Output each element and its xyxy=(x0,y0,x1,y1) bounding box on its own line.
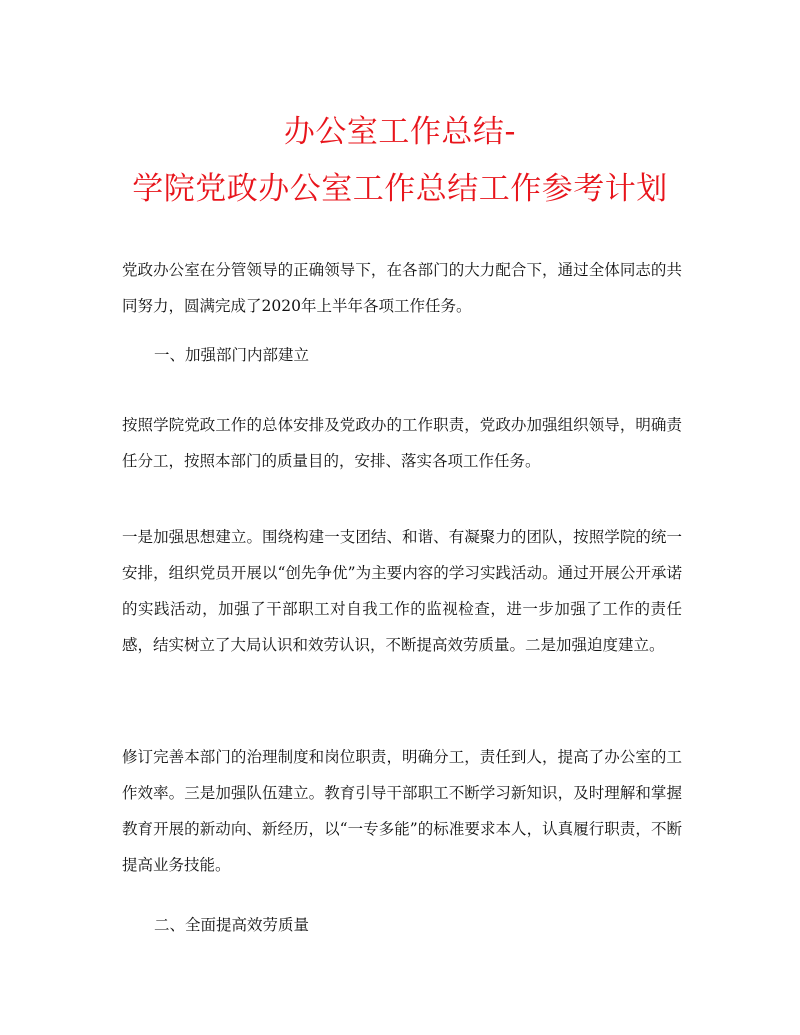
intro-paragraph: 党政办公室在分管领导的正确领导下，在各部门的大力配合下，通过全体同志的共同努力，圆满完成了2020年上半年各项工作任务。 xyxy=(122,261,682,315)
section-heading-1: 一、加强部门内部建立 xyxy=(154,346,310,364)
document-title-line-2: 学院党政办公室工作总结工作参考计划 xyxy=(132,171,668,207)
section-heading-2: 二、全面提高效劳质量 xyxy=(154,916,310,934)
body-paragraph-4: 修订完善本部门的治理制度和岗位职责，明确分工，责任到人，提高了办公室的工作效率。三是加强队伍建立。教育引导干部职工不断学习新知识，及时理解和掌握教育开展的新动向、新经历，以“一专多能”的标准要求本人，认真履行职责，不断提高业务技能。 xyxy=(122,748,682,874)
body-paragraph-2: 按照学院党政工作的总体安排及党政办的工作职责，党政办加强组织领导，明确责任分工，按照本部门的质量目的，安排、落实各项工作任务。 xyxy=(122,416,682,470)
document-title-line-1: 办公室工作总结- xyxy=(283,114,517,150)
body-paragraph-3: 一是加强思想建立。围绕构建一支团结、和谐、有凝聚力的团队，按照学院的统一安排，组织党员开展以“创先争优”为主要内容的学习实践活动。通过开展公开承诺的实践活动，加强了干部职工对自我工作的监视检查，进一步加强了工作的责任感，结实树立了大局认识和效劳认识，不断提高效劳质量。二是加强迫度建立。 xyxy=(122,528,682,654)
